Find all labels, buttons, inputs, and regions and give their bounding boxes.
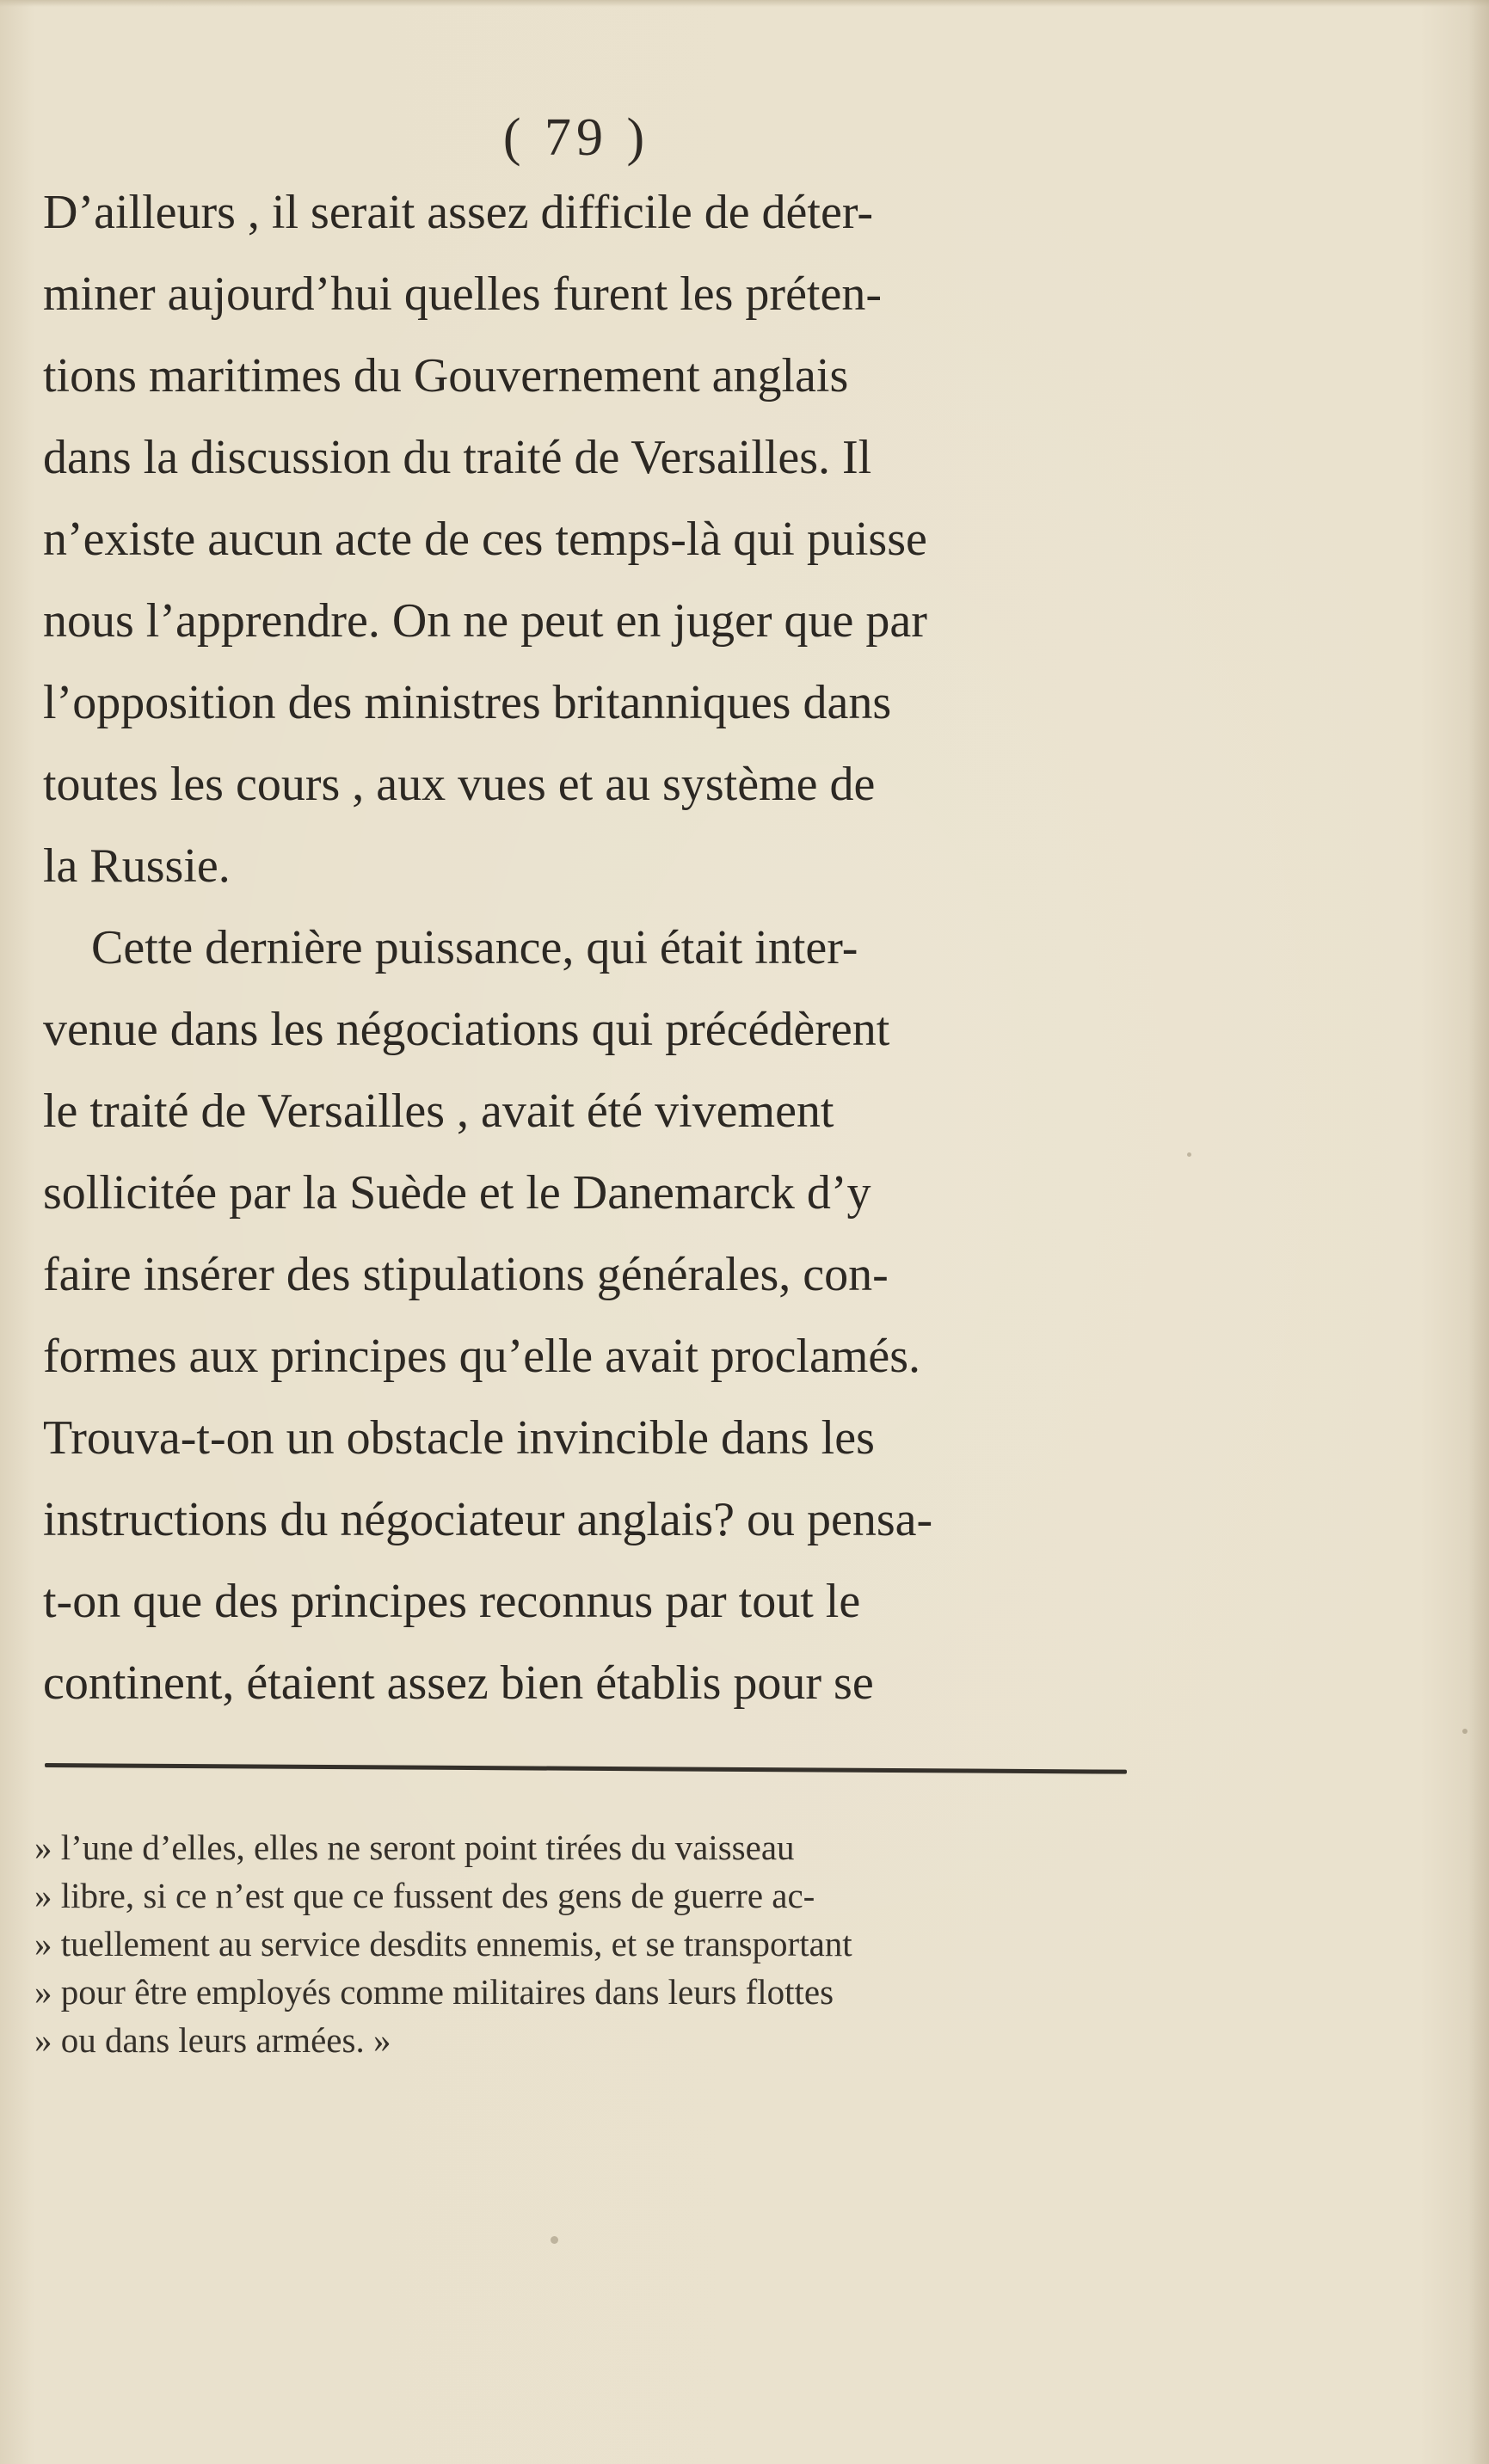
page-right-edge-shadow xyxy=(1468,0,1489,2464)
footnote-line: » pour être employés comme militaires dans leurs flottes xyxy=(34,1972,834,2012)
body-line: t-on que des principes reconnus par tout le xyxy=(43,1575,861,1628)
body-line: instructions du négociateur anglais? ou pensa- xyxy=(43,1493,933,1546)
body-line: continent, étaient assez bien établis pour se xyxy=(43,1656,874,1710)
footnote-line: » l’une d’elles, elles ne seront point tirées du vaisseau xyxy=(34,1828,795,1867)
body-line: nous l’apprendre. On ne peut en juger que par xyxy=(43,594,927,648)
paper-speck xyxy=(1462,1729,1467,1734)
body-line: formes aux principes qu’elle avait proclamés. xyxy=(43,1330,921,1383)
body-line: l’opposition des ministres britanniques dans xyxy=(43,676,892,729)
body-line: tions maritimes du Gouvernement anglais xyxy=(43,349,849,402)
page-top-edge xyxy=(0,0,1489,7)
body-line: sollicitée par la Suède et le Danemarck d’y xyxy=(43,1166,871,1220)
body-line: la Russie. xyxy=(43,839,231,893)
body-line: miner aujourd’hui quelles furent les préten- xyxy=(43,267,882,321)
paper-speck xyxy=(551,2236,558,2244)
footnote-line: » ou dans leurs armées. » xyxy=(34,2020,391,2060)
footnote-block xyxy=(34,1823,1144,2064)
body-line: dans la discussion du traité de Versailles. Il xyxy=(43,431,872,484)
body-line: n’existe aucun acte de ces temps-là qui puisse xyxy=(43,513,927,566)
footnote-line: » tuellement au service desdits ennemis, et se transportant xyxy=(34,1924,852,1963)
body-line: le traité de Versailles , avait été vivement xyxy=(43,1085,834,1138)
body-line: toutes les cours , aux vues et au système de xyxy=(43,758,876,811)
body-line: faire insérer des stipulations générales, con- xyxy=(43,1248,889,1301)
body-line: venue dans les négociations qui précédèrent xyxy=(43,1003,890,1056)
page-number: ( 79 ) xyxy=(502,108,650,167)
body-line: Cette dernière puissance, qui était inter- xyxy=(43,921,858,974)
body-line: D’ailleurs , il serait assez difficile de déter- xyxy=(43,186,873,239)
body-line: Trouva-t-on un obstacle invincible dans les xyxy=(43,1411,875,1465)
footnote-line: » libre, si ce n’est que ce fussent des gens de guerre ac- xyxy=(34,1876,815,1915)
paper-speck xyxy=(1187,1152,1191,1157)
body-text xyxy=(43,172,1135,1724)
footnote-separator-rule xyxy=(45,1763,1127,1774)
